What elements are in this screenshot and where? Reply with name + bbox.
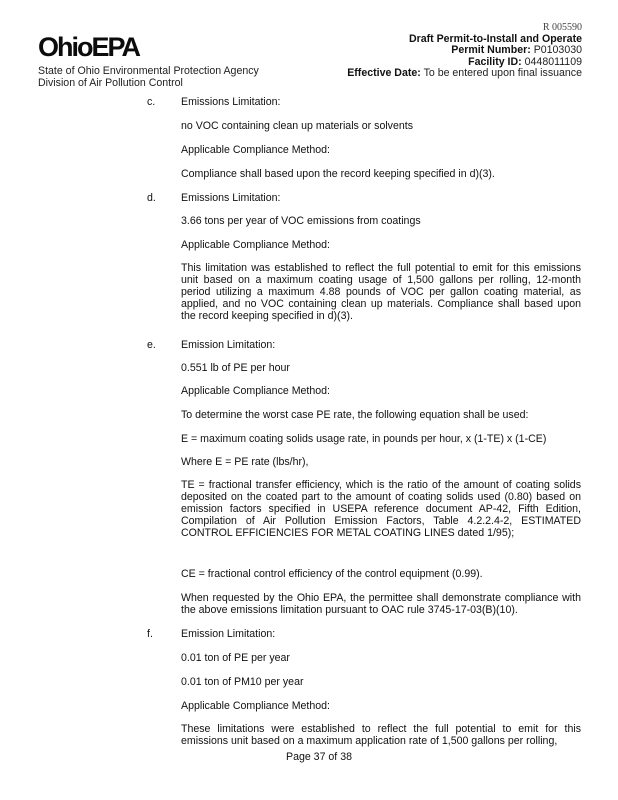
item-e-method-label: Applicable Compliance Method: [181, 385, 330, 397]
item-d-method-text: This limitation was established to reflect the full potential to emit for this emissions unit based on a maximum coating usage of 1,500 gallons per rolling, 12-month period utilizing a maximum 4.88 pounds of VOC per gallon coating material, as applied, and no VOC containing clean up materials. Compliance shall based upon the record keeping specified in d)(3). [181, 262, 581, 322]
ohio-epa-logo: OhioEPA [38, 32, 140, 62]
item-e-equation: E = maximum coating solids usage rate, in pounds per hour, x (1-TE) x (1-CE) [181, 433, 547, 445]
facility-id: Facility ID: 0448011109 [468, 55, 582, 68]
item-e-limit: 0.551 lb of PE per hour [181, 362, 290, 374]
item-f-limit-pm10: 0.01 ton of PM10 per year [181, 676, 304, 688]
agency-block [38, 65, 259, 89]
item-f-limit-pe: 0.01 ton of PE per year [181, 652, 290, 664]
item-c-limit: no VOC containing clean up materials or solvents [181, 120, 414, 132]
item-c-method-label: Applicable Compliance Method: [181, 144, 330, 156]
item-f-method-label: Applicable Compliance Method: [181, 700, 330, 712]
item-d-letter: d. [147, 192, 156, 204]
item-f-method-text: These limitations were established to reflect the full potential to emit for this emissions unit based on a maximum application rate of 1,500 gallons per rolling, [181, 723, 581, 747]
item-e-letter: e. [147, 339, 156, 351]
item-c-letter: c. [147, 96, 156, 108]
item-f-letter: f. [147, 628, 153, 640]
item-e-te-definition: TE = fractional transfer efficiency, which is the ratio of the amount of coating solids deposited on the coated part to the amount of coating solids used (0.80) based on emission factors specified in USEPA reference document AP-42, Fifth Edition, Compilation of Air Pollution Emission Factors, Table 4.2.2.4-2, ESTIMATED CONTROL EFFICIENCIES FOR METAL COATING LINES dated 1/95); [181, 479, 581, 539]
agency-name: State of Ohio Environmental Protection Agency [38, 65, 259, 77]
item-c-method-text: Compliance shall based upon the record keeping specified in d)(3). [181, 168, 495, 180]
item-d-method-label: Applicable Compliance Method: [181, 239, 330, 251]
doc-title: Draft Permit-to-Install and Operate [408, 32, 582, 45]
permit-number: Permit Number: P0103030 [451, 44, 582, 57]
item-e-ce-definition: CE = fractional control efficiency of the control equipment (0.99). [181, 568, 483, 580]
division-name: Division of Air Pollution Control [38, 77, 183, 89]
item-e-heading: Emission Limitation: [181, 339, 276, 351]
item-d-limit: 3.66 tons per year of VOC emissions from coatings [181, 215, 421, 227]
item-f-heading: Emission Limitation: [181, 628, 276, 640]
item-c-heading: Emissions Limitation: [181, 96, 281, 108]
permit-header [347, 22, 582, 80]
item-d-heading: Emissions Limitation: [181, 192, 281, 204]
page-number: Page 37 of 38 [286, 751, 352, 763]
effective-date: Effective Date: To be entered upon final issuance [347, 67, 582, 80]
item-e-ohio-epa-note: When requested by the Ohio EPA, the permittee shall demonstrate compliance with the above emissions limitation pursuant to OAC rule 3745-17-03(B)(10). [181, 592, 581, 616]
item-e-intro: To determine the worst case PE rate, the following equation shall be used: [181, 409, 529, 421]
record-number: R 005590 [542, 22, 582, 33]
item-e-where: Where E = PE rate (lbs/hr), [181, 456, 309, 468]
